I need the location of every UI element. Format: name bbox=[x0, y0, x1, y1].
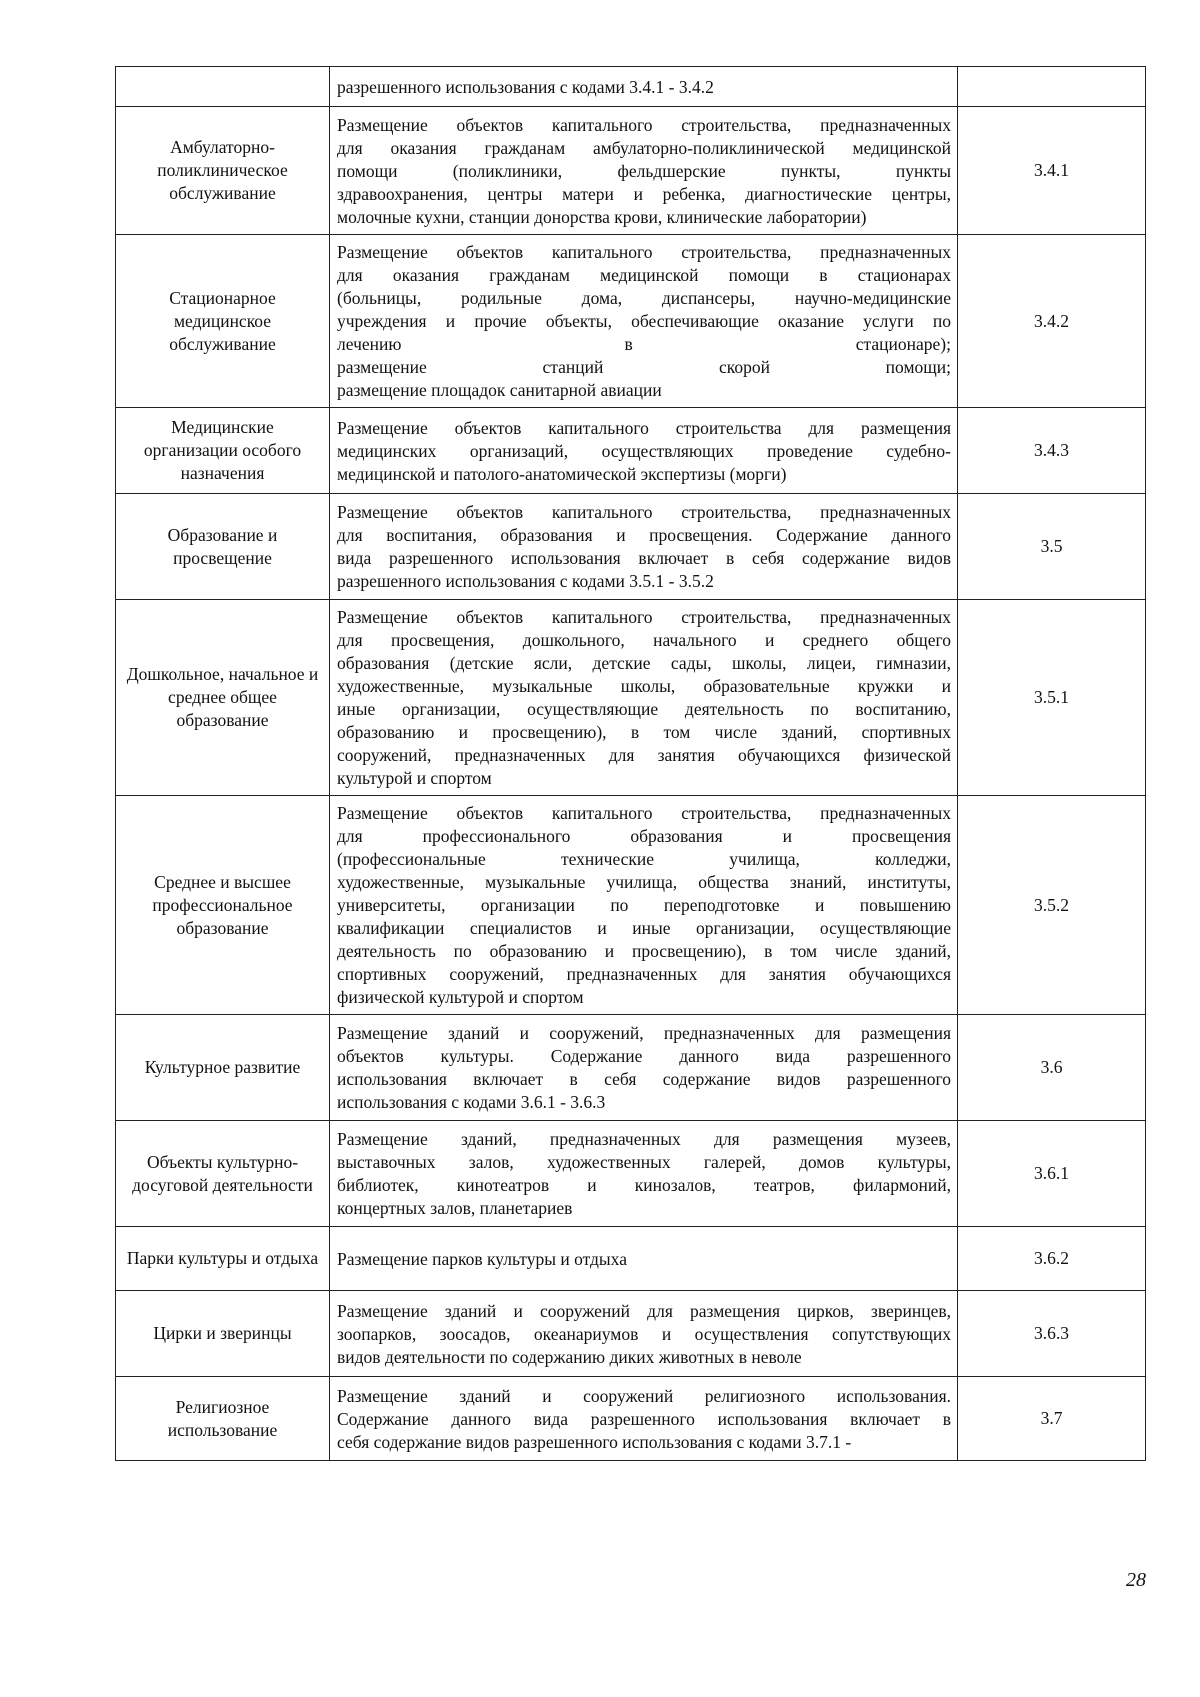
use-description-cell bbox=[330, 1121, 958, 1227]
use-name: Религиозное использование bbox=[167, 1396, 278, 1440]
use-name-cell bbox=[116, 107, 330, 235]
description-line: Размещение парков культуры и отдыха bbox=[337, 1248, 627, 1269]
table-row bbox=[116, 107, 1146, 235]
use-code-cell: 3.4.3 bbox=[958, 408, 1146, 494]
description-line: Размещение объектов капитального строительства, предназначенных bbox=[337, 607, 951, 627]
description-line: для просвещения, дошкольного, начального и среднего общего bbox=[337, 630, 951, 650]
use-name: Образование и просвещение bbox=[167, 524, 278, 568]
use-description-cell bbox=[330, 494, 958, 600]
use-name: Стационарное медицинское обслуживание bbox=[169, 287, 276, 354]
table-row bbox=[116, 1377, 1146, 1461]
use-name-cell bbox=[116, 494, 330, 600]
description-line: молочные кухни, станции донорства крови, клинические лаборатории) bbox=[337, 206, 867, 227]
description-line: сооружений, предназначенных для занятия обучающихся физической bbox=[337, 745, 951, 765]
use-name: Цирки и зверинцы bbox=[153, 1323, 292, 1343]
use-name-cell bbox=[116, 235, 330, 408]
description-line: концертных залов, планетариев bbox=[337, 1198, 573, 1218]
description-line: университеты, организации по переподготовке и повышению bbox=[337, 895, 951, 915]
use-code-cell: 3.6.2 bbox=[958, 1227, 1146, 1291]
description-line: для воспитания, образования и просвещения. Содержание данного bbox=[337, 525, 951, 545]
description-line: объектов культуры. Содержание данного вида разрешенного bbox=[337, 1046, 951, 1066]
description-line: размещение площадок санитарной авиации bbox=[337, 380, 662, 400]
page-number: 28 bbox=[1126, 1569, 1146, 1591]
description-line: разрешенного использования с кодами 3.4.1 - 3.4.2 bbox=[337, 76, 714, 97]
use-code-cell: 3.6.1 bbox=[958, 1121, 1146, 1227]
description-line: для профессионального образования и просвещения bbox=[337, 826, 951, 846]
use-name-cell bbox=[116, 1121, 330, 1227]
description-line: физической культурой и спортом bbox=[337, 987, 584, 1007]
land-use-table bbox=[115, 66, 1146, 1461]
use-name-cell bbox=[116, 408, 330, 494]
use-name: Парки культуры и отдыха bbox=[126, 1248, 319, 1268]
description-line: Размещение объектов капитального строительства, предназначенных bbox=[337, 114, 951, 135]
use-description-cell bbox=[330, 107, 958, 235]
description-line: здравоохранения, центры матери и ребенка, диагностические центры, bbox=[337, 183, 951, 204]
description-line: размещение станций скорой помощи; bbox=[337, 357, 951, 377]
use-name: Культурное развитие bbox=[144, 1057, 301, 1077]
description-line: культурой и спортом bbox=[337, 768, 492, 788]
use-name: Медицинские организации особого назначения bbox=[143, 417, 302, 483]
description-line: Содержание данного вида разрешенного использования включает в bbox=[337, 1408, 951, 1429]
description-line: для оказания гражданам медицинской помощи в стационарах bbox=[337, 265, 951, 285]
use-code-cell: 3.5 bbox=[958, 494, 1146, 600]
description-line: учреждения и прочие объекты, обеспечивающие оказание услуги по bbox=[337, 311, 951, 331]
description-line: Размещение зданий и сооружений религиозного использования. bbox=[337, 1385, 951, 1406]
description-line: спортивных сооружений, предназначенных для занятия обучающихся bbox=[337, 964, 951, 984]
table-row bbox=[116, 408, 1146, 494]
use-description-cell bbox=[330, 67, 958, 107]
use-description-cell bbox=[330, 1377, 958, 1461]
use-description-cell bbox=[330, 235, 958, 408]
table-row bbox=[116, 67, 1146, 107]
description-line: помощи (поликлиники, фельдшерские пункты, пункты bbox=[337, 160, 951, 181]
table-body bbox=[116, 67, 1146, 1461]
description-line: образования (детские ясли, детские сады, школы, лицеи, гимназии, bbox=[337, 653, 951, 673]
use-name: Дошкольное, начальное и среднее общее образование bbox=[126, 664, 319, 730]
use-description-cell bbox=[330, 600, 958, 796]
use-name: Объекты культурно-досуговой деятельности bbox=[132, 1151, 313, 1195]
description-line: зоопарков, зоосадов, океанариумов и осуществления сопутствующих bbox=[337, 1323, 951, 1344]
use-name-cell bbox=[116, 1377, 330, 1461]
use-description-cell bbox=[330, 408, 958, 494]
description-line: художественные, музыкальные школы, образовательные кружки и bbox=[337, 676, 951, 696]
description-line: себя содержание видов разрешенного использования с кодами 3.7.1 - bbox=[337, 1431, 852, 1452]
description-line: медицинских организаций, осуществляющих проведение судебно- bbox=[337, 440, 951, 461]
description-line: использования включает в себя содержание видов разрешенного bbox=[337, 1069, 951, 1089]
table-row bbox=[116, 494, 1146, 600]
description-line: медицинской и патолого-анатомической экспертизы (морги) bbox=[337, 463, 787, 484]
description-line: выставочных залов, художественных галерей, домов культуры, bbox=[337, 1152, 951, 1172]
table-row bbox=[116, 235, 1146, 408]
description-line: видов деятельности по содержанию диких животных в неволе bbox=[337, 1346, 802, 1367]
description-line: деятельность по образованию и просвещению), в том числе зданий, bbox=[337, 941, 951, 961]
description-line: художественные, музыкальные училища, общества знаний, институты, bbox=[337, 872, 951, 892]
use-description-cell bbox=[330, 796, 958, 1015]
use-name-cell bbox=[116, 1227, 330, 1291]
use-name-cell bbox=[116, 1291, 330, 1377]
description-line: Размещение объектов капитального строительства, предназначенных bbox=[337, 803, 951, 823]
use-description-cell bbox=[330, 1291, 958, 1377]
description-line: библиотек, кинотеатров и кинозалов, театров, филармоний, bbox=[337, 1175, 951, 1195]
use-name-cell bbox=[116, 600, 330, 796]
use-code-cell: 3.5.1 bbox=[958, 600, 1146, 796]
description-line: квалификации специалистов и иные организации, осуществляющие bbox=[337, 918, 951, 938]
table-row bbox=[116, 796, 1146, 1015]
use-description-cell bbox=[330, 1227, 958, 1291]
use-name-cell bbox=[116, 796, 330, 1015]
use-code-cell: 3.4.2 bbox=[958, 235, 1146, 408]
table-row bbox=[116, 1227, 1146, 1291]
description-line: Размещение объектов капитального строительства, предназначенных bbox=[337, 242, 951, 262]
use-name: Амбулаторно-поликлиническое обслуживание bbox=[157, 137, 288, 203]
use-name: Среднее и высшее профессиональное образование bbox=[152, 871, 293, 938]
description-line: разрешенного использования с кодами 3.5.1 - 3.5.2 bbox=[337, 571, 714, 591]
use-code-cell: 3.7 bbox=[958, 1377, 1146, 1461]
use-description-cell bbox=[330, 1015, 958, 1121]
use-name bbox=[116, 81, 329, 93]
description-line: для оказания гражданам амбулаторно-поликлинической медицинской bbox=[337, 137, 951, 158]
use-code-cell: 3.5.2 bbox=[958, 796, 1146, 1015]
use-code-cell: 3.6.3 bbox=[958, 1291, 1146, 1377]
description-line: Размещение объектов капитального строительства, предназначенных bbox=[337, 502, 951, 522]
description-line: (профессиональные технические училища, колледжи, bbox=[337, 849, 951, 869]
description-line: (больницы, родильные дома, диспансеры, научно-медицинские bbox=[337, 288, 951, 308]
description-line: использования с кодами 3.6.1 - 3.6.3 bbox=[337, 1092, 606, 1112]
description-line: образованию и просвещению), в том числе зданий, спортивных bbox=[337, 722, 951, 742]
description-line: вида разрешенного использования включает в себя содержание видов bbox=[337, 548, 951, 568]
use-code-cell: 3.6 bbox=[958, 1015, 1146, 1121]
use-name-cell bbox=[116, 1015, 330, 1121]
description-line: Размещение зданий и сооружений для размещения цирков, зверинцев, bbox=[337, 1300, 951, 1321]
description-line: Размещение зданий и сооружений, предназначенных для размещения bbox=[337, 1023, 951, 1043]
description-line: Размещение объектов капитального строительства для размещения bbox=[337, 417, 951, 438]
description-line: иные организации, осуществляющие деятельность по воспитанию, bbox=[337, 699, 951, 719]
use-code-cell bbox=[958, 67, 1146, 107]
description-line: лечению в стационаре); bbox=[337, 334, 951, 354]
table-row bbox=[116, 1121, 1146, 1227]
table-row bbox=[116, 1291, 1146, 1377]
table-row bbox=[116, 600, 1146, 796]
description-line: Размещение зданий, предназначенных для размещения музеев, bbox=[337, 1129, 951, 1149]
use-code-cell: 3.4.1 bbox=[958, 107, 1146, 235]
use-name-cell bbox=[116, 67, 330, 107]
table-row bbox=[116, 1015, 1146, 1121]
